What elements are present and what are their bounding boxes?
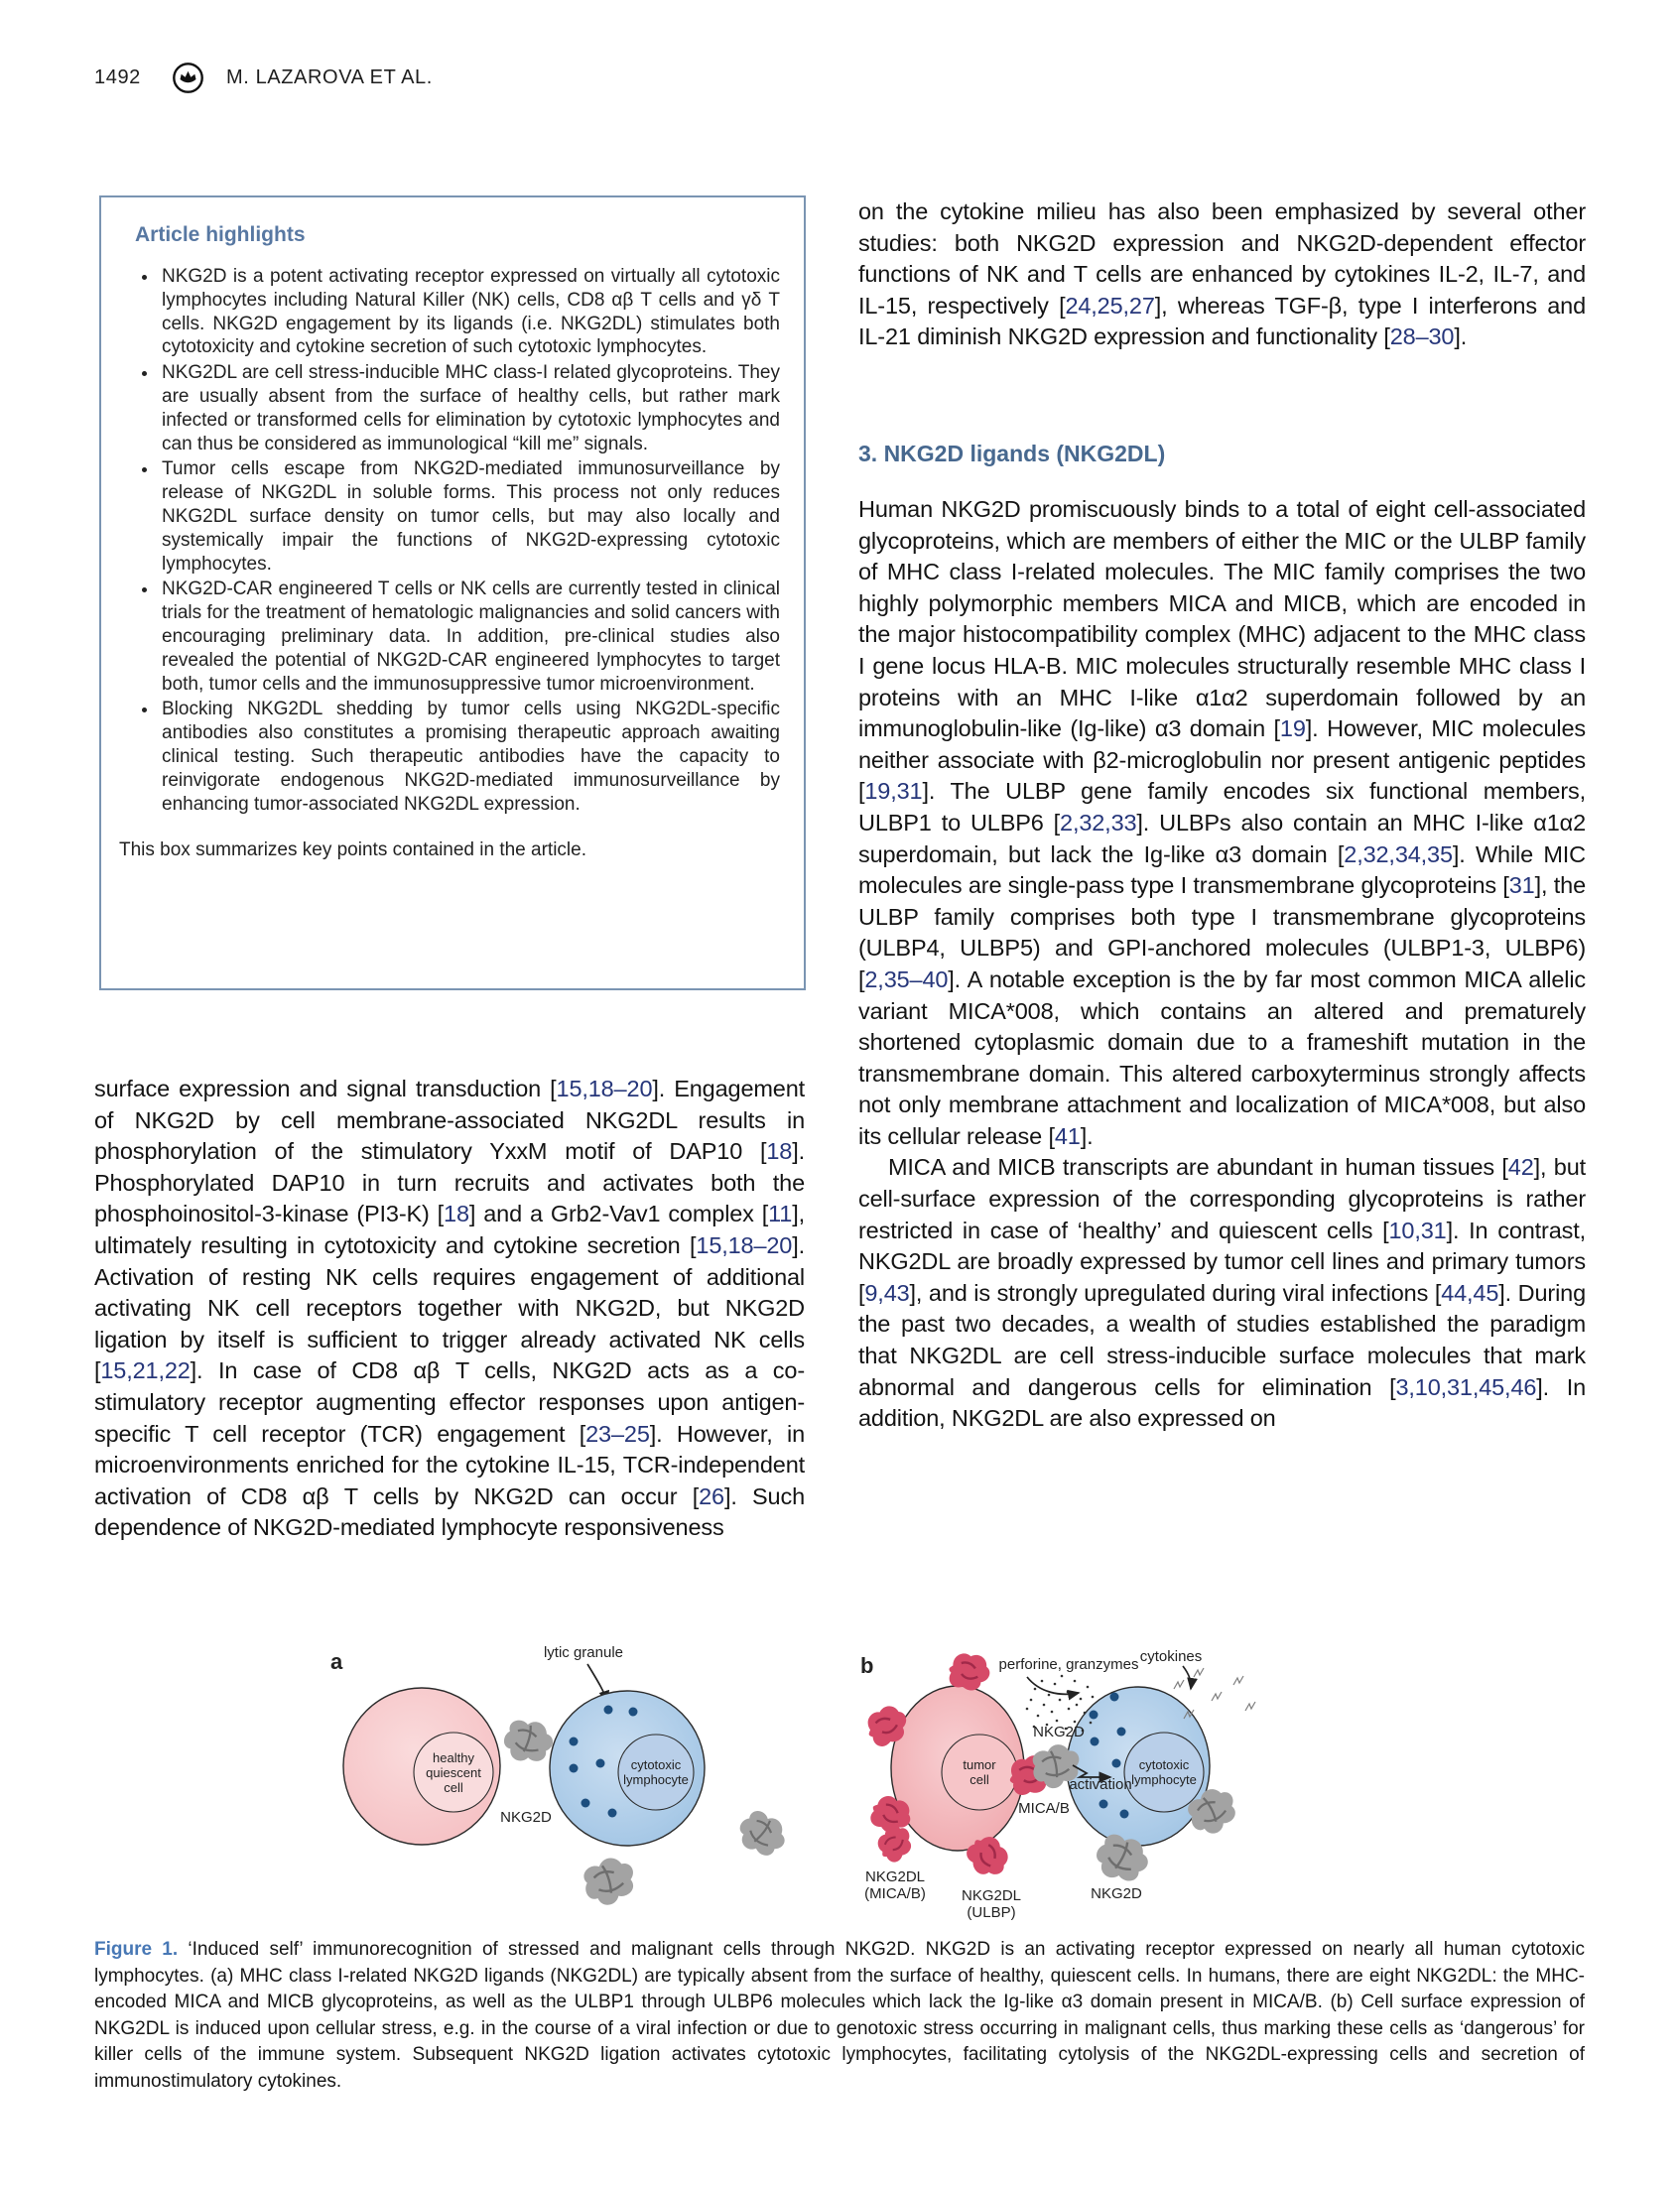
highlights-footer: This box summarizes key points contained in the article. [119,839,586,861]
journal-logo-icon [172,62,204,94]
highlights-list [135,265,780,816]
highlight-bullet: • NKG2D-CAR engineered T cells or NK cells are currently tested in clinical trials for the treatment of hematologic malignancies and solid cancers with encouraging preliminary data. In addition, pre-clinical studies also revealed the potential of NKG2D-CAR engineered lymphocytes to target both, tumor cells and the immunosuppressive tumor microenvironment. [159,578,780,696]
figure-1-diagram [94,1637,1583,1935]
highlights-title: Article highlights [135,223,306,246]
page-header [94,58,433,97]
mica-b-label: MICA/B [1018,1800,1070,1817]
cytotoxic-lymphocyte-text: lymphocyte [1131,1772,1197,1787]
healthy-cell-text: cell [444,1780,463,1795]
page-number: 1492 [94,65,141,88]
cytotoxic-lymphocyte-text: cytotoxic [630,1757,682,1772]
nkg2d-label-a: NKG2D [500,1809,552,1826]
running-head: M. LAZAROVA ET AL. [226,65,433,88]
figure-caption: Figure 1. ‘Induced self’ immunorecognition of stressed and malignant cells through NKG2D. NKG2D is an activating receptor expressed on nearly all human cytotoxic lymphocytes. (a) MHC class I-related NKG2D ligands (NKG2DL) are typically absent from the surface of healthy, quiescent cells. In humans, there are eight NKG2DL: the MHC-encoded MICA and MICB glycoproteins, as well as the ULBP1 through ULBP6 molecules which lack the Ig-like α3 domain present in MICA/B. (b) Cell surface expression of NKG2DL is induced upon cellular stress, e.g. in the course of a viral infection or due to genotoxic stress occurring in malignant cells, thus marking these cells as ‘dangerous’ for killer cells of the immune system. Subsequent NKG2D ligation activates cytotoxic lymphocytes, facilitating cytolysis of the NKG2DL-expressing cells and secretion of immunostimulatory cytokines. [94,1939,1585,2092]
cytotoxic-lymphocyte-text: cytotoxic [1138,1757,1190,1772]
lytic-granule-label: lytic granule [543,1644,624,1661]
panel-b-label: b [860,1653,874,1678]
nkg2d-receptor-icon [731,1804,793,1865]
cytokines-arrow [1183,1666,1191,1689]
cytokines-label: cytokines [1139,1648,1203,1665]
left-column-paragraph: surface expression and signal transduction [15,18–20]. Engagement of NKG2D by cell membrane-associated NKG2DL results in phosphorylation of the stimulatory YxxM motif of DAP10 [18]. Phosphorylated DAP10 in turn recruits and activates both the phosphoinositol-3-kinase (PI3-K) [18] and a Grb2-Vav1 complex [11], ultimately resulting in cytotoxicity and cytokine secretion [15,18–20]. Activation of resting NK cells requires engagement of additional activating NK cell receptors together with NKG2D, but NKG2D ligation by itself is sufficient to trigger already activated NK cells [15,21,22]. In case of CD8 αβ T cells, NKG2D acts as a co-stimulatory receptor augmenting effector responses upon antigen-specific T cell receptor (TCR) engagement [23–25]. However, in microenvironments enriched for the cytokine IL-15, TCR-independent activation of CD8 αβ T cells by NKG2D can occur [26]. Such dependence of NKG2D-mediated lymphocyte responsiveness [94,1076,806,1541]
highlight-bullet: • NKG2DL are cell stress-inducible MHC class-I related glycoproteins. They are usually absent from the surface of healthy cells, but rather mark infected or transformed cells for elimination by cytotoxic lymphocytes and can thus be considered as immunological “kill me” signals. [159,361,780,455]
healthy-cell-text: quiescent [426,1765,481,1780]
nkg2d-label-b-bottom: NKG2D [1091,1885,1142,1902]
tumor-cell-text: tumor [963,1757,996,1772]
perforine-arrow [1027,1677,1079,1694]
paragraph-mica-micb: MICA and MICB transcripts are abundant in human tissues [42], but cell-surface expression of the corresponding glycoproteins is rather restricted in case of ‘healthy’ and quiescent cells [10,31]. In contrast, NKG2DL are broadly expressed by tumor cell lines and primary tumors [9,43], and is strongly upregulated during viral infections [44,45]. During the past two decades, a wealth of studies established the paradigm that NKG2DL are cell stress-inducible surface molecules that mark abnormal and dangerous cells for elimination [3,10,31,45,46]. In addition, NKG2DL are also expressed on [858,1154,1586,1432]
nkg2d-receptor-icon [580,1853,640,1909]
nkg2dl-mica-b-label: (MICA/B) [864,1885,926,1902]
right-column-main [858,494,1586,1435]
nkg2dl-ulbp-label: NKG2DL [961,1887,1022,1904]
article-highlights-box [99,195,806,990]
healthy-cell-text: healthy [433,1750,474,1765]
nkg2dl-ulbp-label: (ULBP) [967,1904,1016,1921]
right-column-paragraph-top: on the cytokine milieu has also been emphasized by several other studies: both NKG2D expression and NKG2D-dependent effector functions of NK and T cells are enhanced by cytokines IL-2, IL-7, and IL-15, respectively [24,25,27], whereas TGF-β, type I interferons and IL-21 diminish NKG2D expression and functionality [28–30]. [858,198,1586,350]
paragraph-nkg2d-ligands: Human NKG2D promiscuously binds to a total of eight cell-associated glycoproteins, which are members of either the MIC or the ULBP family of MHC class I-related molecules. The MIC family comprises the two highly polymorphic members MICA and MICB, which are encoded in the major histocompatibility complex (MHC) adjacent to the MHC class I gene locus HLA-B. MIC molecules structurally resemble MHC class I proteins with an MHC I-like α1α2 superdomain followed by an immunoglobulin-like (Ig-like) α3 domain [19]. However, MIC molecules neither associate with β2-microglobulin nor present antigenic peptides [19,31]. The ULBP gene family encodes six functional members, ULBP1 to ULBP6 [2,32,33]. ULBPs also contain an MHC I-like α1α2 superdomain, but lack the Ig-like α3 domain [2,32,34,35]. While MIC molecules are single-pass type I transmembrane glycoproteins [31], the ULBP family comprises both type I transmembrane glycoproteins (ULBP4, ULBP5) and GPI-anchored molecules (ULBP1-3, ULBP6) [2,35–40]. A notable exception is the by far most common MICA allelic variant MICA*008, which contains an altered and prematurely shortened cytoplasmic domain due to a frameshift mutation in the transmembrane domain. This altered carboxyterminus strongly affects not only membrane attachment and localization of MICA*008, but also its cellular release [41]. [858,496,1587,1149]
highlight-bullet: • Blocking NKG2DL shedding by tumor cells using NKG2DL-specific antibodies also constitutes a promising therapeutic approach awaiting clinical testing. Such therapeutic antibodies have the capacity to reinvigorate endogenous NKG2D-mediated immunosurveillance by enhancing tumor-associated NKG2DL expression. [159,698,780,816]
activation-label: activation [1069,1776,1132,1793]
nkg2d-receptor-icon [499,1714,558,1769]
tumor-cell-text: cell [969,1772,989,1787]
highlight-bullet: • Tumor cells escape from NKG2D-mediated immunosurveillance by release of NKG2DL in soluble forms. This process not only reduces NKG2DL surface density on tumor cells, but may also locally and systemically impair the functions of NKG2D-expressing cytotoxic lymphocytes. [159,457,780,576]
section-heading: 3. NKG2D ligands (NKG2DL) [858,441,1166,466]
panel-a-label: a [330,1649,343,1674]
highlight-bullet: • NKG2D is a potent activating receptor expressed on virtually all cytotoxic lymphocytes including Natural Killer (NK) cells, CD8 αβ T cells and γδ T cells. NKG2D engagement by its ligands (i.e. NKG2DL) stimulates both cytotoxicity and cytokine secretion of such cytotoxic lymphocytes. [159,265,780,359]
cytotoxic-lymphocyte-text: lymphocyte [623,1772,689,1787]
nkg2dl-mica-b-label: NKG2DL [864,1868,926,1885]
perforine-granzymes-label: perforine, granzymes [998,1656,1139,1673]
nkg2d-label-b-top: NKG2D [1033,1724,1085,1740]
